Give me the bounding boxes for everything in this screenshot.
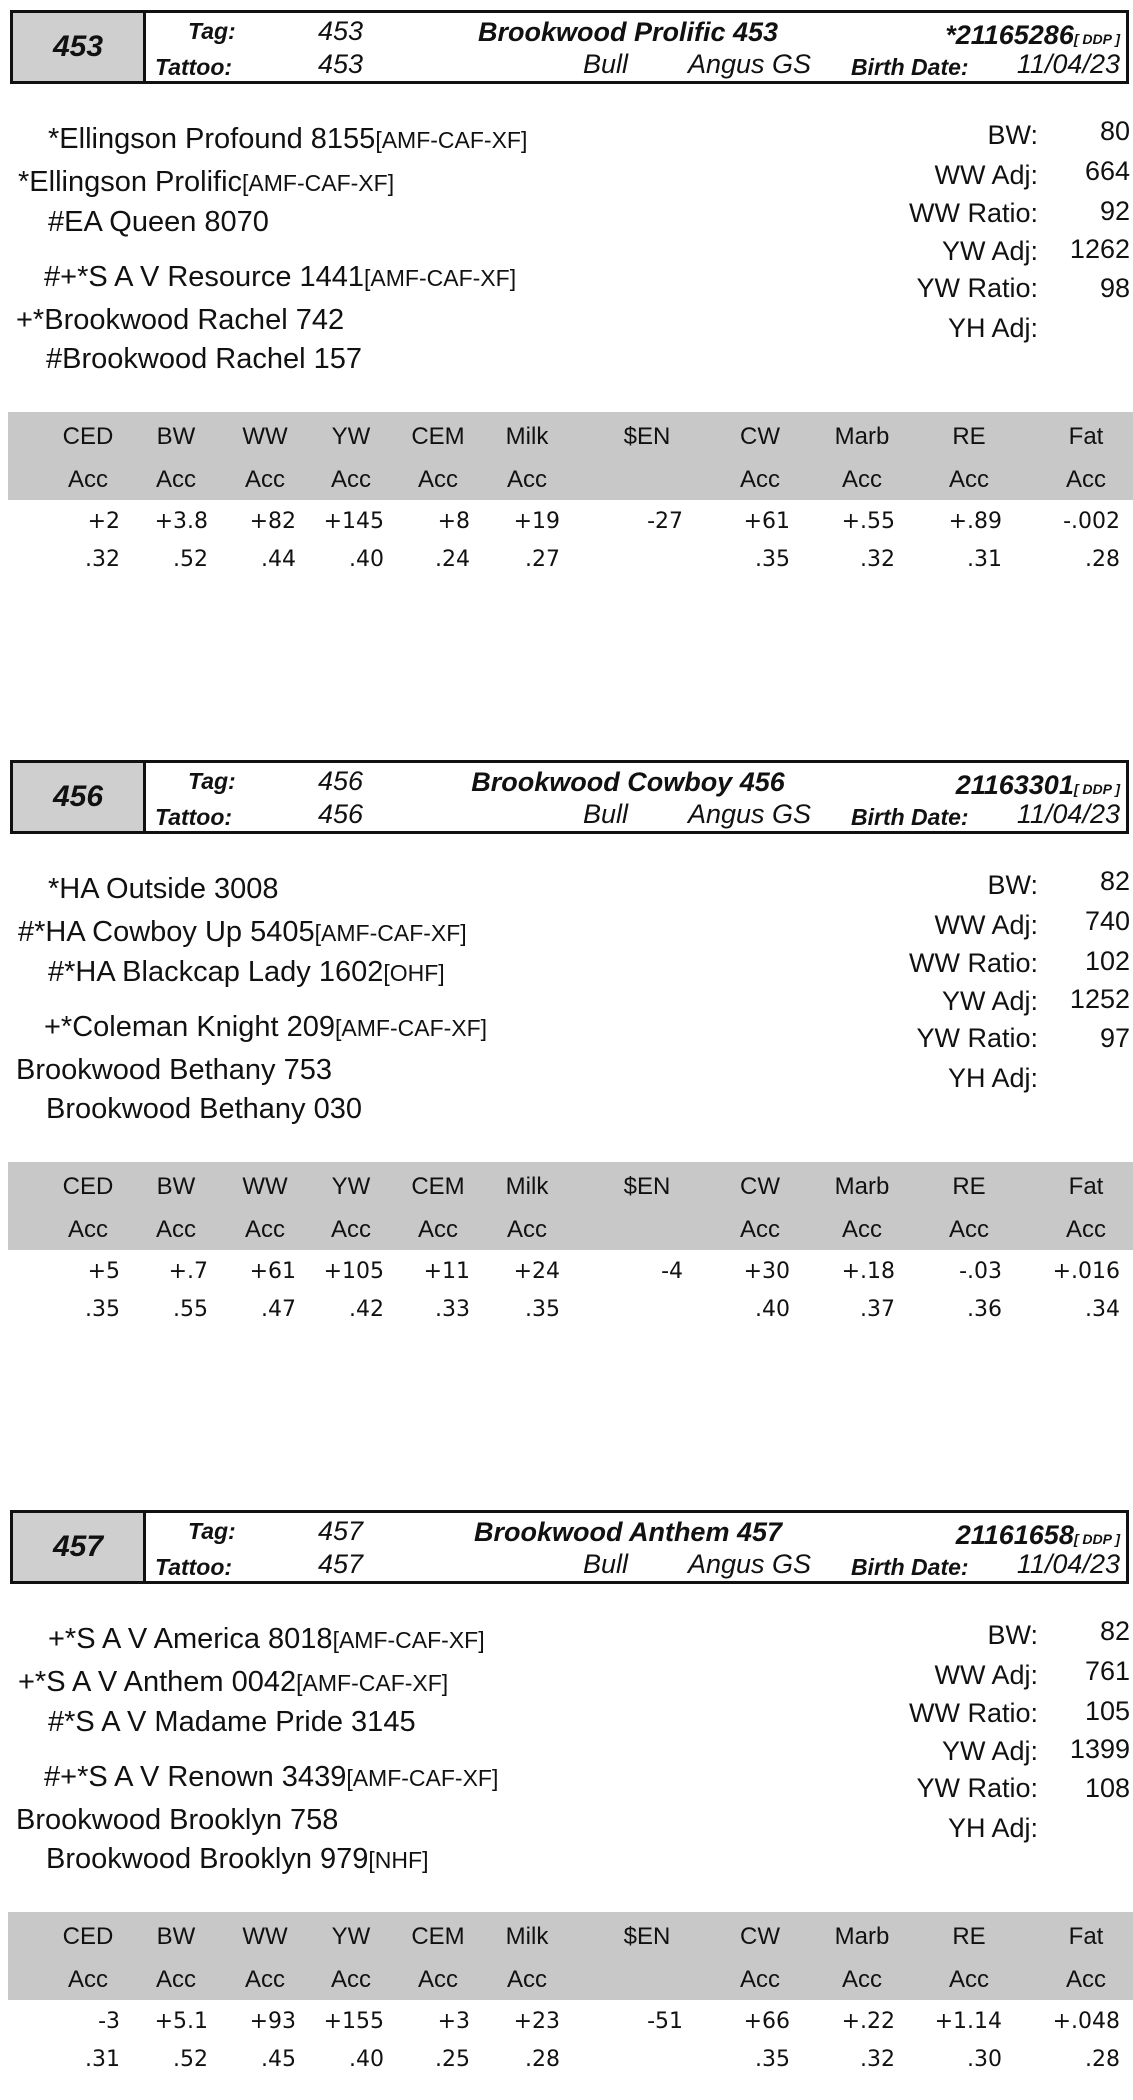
pedigree-tag: [AMF-CAF-XF]: [364, 265, 517, 291]
acc-header: Acc: [330, 1216, 371, 1243]
acc-header: Acc: [948, 1216, 989, 1243]
acc-header: Acc: [330, 1966, 371, 1993]
acc-value: .28: [525, 2047, 560, 2072]
acc-header: Acc: [841, 466, 882, 493]
perf-label: WW Adj:: [934, 160, 1038, 190]
epd-header: Fat: [1068, 1923, 1104, 1950]
pedigree-tag: [AMF-CAF-XF]: [314, 920, 467, 946]
epd-value: +145: [323, 509, 384, 534]
pedigree-name: Brookwood Brooklyn 979: [46, 1843, 369, 1875]
pedigree-line: [44, 263, 516, 292]
acc-value: .52: [173, 2047, 208, 2072]
epd-value: +.016: [1052, 1259, 1120, 1284]
registration: [956, 1522, 1120, 1549]
acc-value: .36: [967, 1297, 1002, 1322]
sex: Bull: [583, 49, 629, 79]
epd-value: +.18: [841, 1259, 895, 1284]
pedigree-name: +*Brookwood Rachel 742: [16, 304, 345, 336]
acc-value: .34: [1085, 1297, 1120, 1322]
acc-header: Acc: [155, 1216, 196, 1243]
epd-value: +5: [87, 1259, 120, 1284]
breed: Angus GS: [688, 49, 812, 79]
acc-header: Acc: [841, 1966, 882, 1993]
lot-header: [10, 10, 1129, 84]
tag-label: Tag:: [188, 18, 236, 44]
perf-label: YW Ratio:: [916, 1023, 1038, 1053]
pedigree-name: #+*S A V Resource 1441: [44, 261, 365, 293]
epd-value: -51: [647, 2009, 683, 2034]
epd-value: +155: [323, 2009, 384, 2034]
acc-value: .32: [85, 547, 120, 572]
birth-date-label: Birth Date:: [851, 1554, 969, 1580]
epd-header: $EN: [623, 1923, 671, 1950]
epd-header: RE: [952, 423, 986, 450]
epd-value: +93: [249, 2009, 296, 2034]
acc-value: .28: [1085, 547, 1120, 572]
epd-value: +61: [743, 509, 790, 534]
perf-label: BW:: [987, 1620, 1038, 1650]
acc-header: Acc: [739, 466, 780, 493]
pedigree-name: +*S A V Anthem 0042: [18, 1666, 297, 1698]
epd-value: +24: [513, 1259, 560, 1284]
pedigree-line: [44, 1013, 487, 1042]
pedigree-line: [48, 125, 527, 154]
perf-value: 98: [1099, 273, 1130, 303]
pedigree-line: [16, 1056, 332, 1085]
acc-value: .44: [261, 547, 296, 572]
acc-value: .52: [173, 547, 208, 572]
epd-value: -27: [647, 509, 683, 534]
perf-value: 1262: [1069, 234, 1130, 264]
pedigree-name: Brookwood Brooklyn 758: [16, 1804, 339, 1836]
pedigree-name: #Brookwood Rachel 157: [46, 343, 362, 375]
epd-header: $EN: [623, 1173, 671, 1200]
epd-value: +3: [437, 2009, 470, 2034]
epd-value: +1.14: [934, 2009, 1002, 2034]
acc-value: .40: [755, 1297, 790, 1322]
pedigree-line: [48, 958, 445, 987]
epd-value: +19: [513, 509, 560, 534]
lot-number: 453: [13, 13, 146, 81]
perf-value: 108: [1084, 1773, 1130, 1803]
registration-suffix: [ DDP ]: [1073, 1531, 1120, 1547]
epd-value: -.002: [1063, 509, 1120, 534]
epd-value: +.22: [841, 2009, 895, 2034]
registration: [956, 772, 1120, 799]
pedigree-line: [18, 1668, 448, 1697]
perf-value: 761: [1084, 1656, 1130, 1686]
epd-header: YW: [331, 1173, 371, 1200]
epd-value: +23: [513, 2009, 560, 2034]
perf-label: WW Ratio:: [908, 198, 1038, 228]
pedigree-name: +*S A V America 8018: [48, 1623, 333, 1655]
epd-value: +8: [437, 509, 470, 534]
pedigree-tag: [AMF-CAF-XF]: [335, 1015, 488, 1041]
lot-number: 457: [13, 1513, 146, 1581]
perf-label: YW Adj:: [941, 1736, 1038, 1766]
perf-value: 82: [1099, 866, 1130, 896]
tag-label: Tag:: [188, 1518, 236, 1544]
epd-header: Marb: [834, 1173, 890, 1200]
pedigree-name: Brookwood Bethany 753: [16, 1054, 332, 1086]
pedigree-line: [16, 306, 344, 335]
acc-header: Acc: [155, 466, 196, 493]
acc-header: Acc: [506, 1216, 547, 1243]
acc-header: Acc: [506, 466, 547, 493]
tattoo-value: 456: [318, 799, 364, 829]
registration-number: 21163301: [955, 770, 1074, 800]
perf-value: 92: [1099, 196, 1130, 226]
acc-value: .25: [435, 2047, 470, 2072]
acc-value: .30: [967, 2047, 1002, 2072]
animal-name: Brookwood Anthem 457: [473, 1517, 783, 1547]
epd-header: WW: [242, 423, 288, 450]
epd-header: CED: [62, 1923, 114, 1950]
pedigree-line: [46, 1845, 428, 1874]
pedigree-tag: [NHF]: [368, 1847, 429, 1873]
pedigree-tag: [AMF-CAF-XF]: [346, 1765, 499, 1791]
epd-value: +82: [249, 509, 296, 534]
tag-value: 457: [318, 1516, 364, 1546]
pedigree-name: #+*S A V Renown 3439: [44, 1761, 347, 1793]
registration-number: *21165286: [945, 20, 1074, 50]
acc-value: .28: [1085, 2047, 1120, 2072]
tag-value: 453: [318, 16, 364, 46]
epd-value: +.89: [948, 509, 1002, 534]
epd-header: Milk: [505, 1923, 549, 1950]
epd-header: Marb: [834, 1923, 890, 1950]
perf-value: 80: [1099, 116, 1130, 146]
perf-label: WW Ratio:: [908, 1698, 1038, 1728]
epd-value: -.03: [959, 1259, 1002, 1284]
perf-value: 1399: [1069, 1734, 1130, 1764]
perf-label: YW Adj:: [941, 236, 1038, 266]
perf-label: WW Adj:: [934, 1660, 1038, 1690]
animal-name: Brookwood Cowboy 456: [471, 767, 785, 797]
acc-value: .32: [860, 2047, 895, 2072]
epd-value: +11: [423, 1259, 470, 1284]
pedigree-name: *Ellingson Profound 8155: [48, 123, 376, 155]
perf-value: 664: [1084, 156, 1130, 186]
epd-header: RE: [952, 1173, 986, 1200]
pedigree-line: [18, 168, 394, 197]
epd-value: +.048: [1052, 2009, 1120, 2034]
acc-header: Acc: [739, 1966, 780, 1993]
epd-header: WW: [242, 1173, 288, 1200]
acc-header: Acc: [67, 1216, 108, 1243]
epd-value: +.55: [841, 509, 895, 534]
perf-label: YH Adj:: [947, 1813, 1038, 1843]
lot-card: [0, 750, 1133, 1350]
acc-value: .37: [860, 1297, 895, 1322]
pedigree-line: [46, 1095, 362, 1124]
pedigree-name: +*Coleman Knight 209: [44, 1011, 336, 1043]
birth-date-label: Birth Date:: [851, 54, 969, 80]
perf-label: YH Adj:: [947, 1063, 1038, 1093]
acc-value: .35: [85, 1297, 120, 1322]
pedigree-tag: [AMF-CAF-XF]: [296, 1670, 449, 1696]
epd-header: BW: [156, 1173, 196, 1200]
epd-header: WW: [242, 1923, 288, 1950]
lot-card: [0, 0, 1133, 600]
acc-header: Acc: [244, 1216, 285, 1243]
epd-header: CW: [740, 423, 780, 450]
tag-value: 456: [318, 766, 364, 796]
acc-header: Acc: [417, 466, 458, 493]
pedigree-tag: [AMF-CAF-XF]: [375, 127, 528, 153]
birth-date-label: Birth Date:: [851, 804, 969, 830]
acc-header: Acc: [417, 1216, 458, 1243]
epd-value: +2: [87, 509, 120, 534]
acc-value: .31: [85, 2047, 120, 2072]
registration: [945, 22, 1120, 49]
pedigree-line: [18, 918, 467, 947]
perf-label: YH Adj:: [947, 313, 1038, 343]
acc-value: .40: [349, 2047, 384, 2072]
acc-value: .31: [967, 547, 1002, 572]
registration-suffix: [ DDP ]: [1073, 31, 1120, 47]
acc-header: Acc: [417, 1966, 458, 1993]
sex: Bull: [583, 799, 629, 829]
pedigree-name: #*HA Blackcap Lady 1602: [48, 956, 384, 988]
acc-value: .35: [755, 547, 790, 572]
acc-header: Acc: [1065, 1966, 1106, 1993]
acc-value: .32: [860, 547, 895, 572]
tattoo-label: Tattoo:: [155, 1554, 233, 1580]
acc-header: Acc: [841, 1216, 882, 1243]
epd-header: BW: [156, 423, 196, 450]
epd-value: +.7: [168, 1259, 208, 1284]
epd-value: +30: [743, 1259, 790, 1284]
epd-header: YW: [331, 1923, 371, 1950]
epd-header: $EN: [623, 423, 671, 450]
acc-header: Acc: [67, 1966, 108, 1993]
tattoo-value: 453: [318, 49, 364, 79]
acc-header: Acc: [948, 466, 989, 493]
lot-number: 456: [13, 763, 146, 831]
perf-value: 102: [1084, 946, 1130, 976]
birth-date-value: 11/04/23: [1016, 799, 1120, 829]
acc-value: .40: [349, 547, 384, 572]
epd-value: +5.1: [154, 2009, 208, 2034]
breed: Angus GS: [688, 799, 812, 829]
epd-header: BW: [156, 1923, 196, 1950]
epd-header: Milk: [505, 1173, 549, 1200]
registration-number: 21161658: [955, 1520, 1074, 1550]
acc-value: .24: [435, 547, 470, 572]
pedigree-name: #*S A V Madame Pride 3145: [48, 1706, 416, 1738]
epd-header: Fat: [1068, 423, 1104, 450]
acc-header: Acc: [739, 1216, 780, 1243]
acc-value: .55: [173, 1297, 208, 1322]
sex: Bull: [583, 1549, 629, 1579]
acc-value: .45: [261, 2047, 296, 2072]
perf-value: 82: [1099, 1616, 1130, 1646]
acc-value: .35: [755, 2047, 790, 2072]
acc-header: Acc: [506, 1966, 547, 1993]
pedigree-name: *HA Outside 3008: [48, 873, 279, 905]
epd-header: YW: [331, 423, 371, 450]
acc-header: Acc: [244, 466, 285, 493]
pedigree-line: [46, 345, 362, 374]
perf-label: YW Adj:: [941, 986, 1038, 1016]
pedigree-tag: [AMF-CAF-XF]: [332, 1627, 485, 1653]
acc-value: .47: [261, 1297, 296, 1322]
acc-header: Acc: [1065, 466, 1106, 493]
acc-header: Acc: [67, 466, 108, 493]
epd-header: CED: [62, 1173, 114, 1200]
tattoo-value: 457: [318, 1549, 364, 1579]
tag-label: Tag:: [188, 768, 236, 794]
birth-date-value: 11/04/23: [1016, 1549, 1120, 1579]
epd-value: +105: [323, 1259, 384, 1284]
acc-value: .35: [525, 1297, 560, 1322]
epd-header: Fat: [1068, 1173, 1104, 1200]
acc-value: .42: [349, 1297, 384, 1322]
pedigree-line: [48, 208, 269, 237]
epd-header: CED: [62, 423, 114, 450]
epd-header: Milk: [505, 423, 549, 450]
acc-header: Acc: [244, 1966, 285, 1993]
epd-header: Marb: [834, 423, 890, 450]
pedigree-name: #EA Queen 8070: [48, 206, 269, 238]
perf-label: YW Ratio:: [916, 1773, 1038, 1803]
pedigree-name: #*HA Cowboy Up 5405: [18, 916, 315, 948]
epd-header: CEM: [411, 423, 465, 450]
epd-value: +61: [249, 1259, 296, 1284]
tattoo-label: Tattoo:: [155, 54, 233, 80]
tattoo-label: Tattoo:: [155, 804, 233, 830]
acc-value: .27: [525, 547, 560, 572]
pedigree-line: [44, 1763, 498, 1792]
pedigree-line: [16, 1806, 338, 1835]
breed: Angus GS: [688, 1549, 812, 1579]
epd-value: -3: [98, 2009, 120, 2034]
perf-value: 740: [1084, 906, 1130, 936]
perf-label: YW Ratio:: [916, 273, 1038, 303]
perf-value: 97: [1099, 1023, 1130, 1053]
epd-value: -4: [661, 1259, 683, 1284]
perf-value: 105: [1084, 1696, 1130, 1726]
perf-label: WW Adj:: [934, 910, 1038, 940]
acc-header: Acc: [1065, 1216, 1106, 1243]
lot-header: [10, 1510, 1129, 1584]
epd-header: RE: [952, 1923, 986, 1950]
epd-value: +3.8: [154, 509, 208, 534]
lot-header: [10, 760, 1129, 834]
lot-card: [0, 1500, 1133, 2100]
pedigree-tag: [OHF]: [383, 960, 445, 986]
birth-date-value: 11/04/23: [1016, 49, 1120, 79]
pedigree-line: [48, 1708, 416, 1737]
acc-header: Acc: [155, 1966, 196, 1993]
animal-name: Brookwood Prolific 453: [477, 17, 779, 47]
epd-header: CW: [740, 1923, 780, 1950]
acc-header: Acc: [948, 1966, 989, 1993]
epd-value: +66: [743, 2009, 790, 2034]
acc-value: .33: [435, 1297, 470, 1322]
pedigree-name: Brookwood Bethany 030: [46, 1093, 362, 1125]
pedigree-name: *Ellingson Prolific: [18, 166, 243, 198]
pedigree-line: [48, 875, 279, 904]
perf-label: BW:: [987, 120, 1038, 150]
perf-label: BW:: [987, 870, 1038, 900]
acc-header: Acc: [330, 466, 371, 493]
pedigree-tag: [AMF-CAF-XF]: [242, 170, 395, 196]
registration-suffix: [ DDP ]: [1073, 781, 1120, 797]
perf-label: WW Ratio:: [908, 948, 1038, 978]
epd-header: CEM: [411, 1923, 465, 1950]
pedigree-line: [48, 1625, 485, 1654]
epd-header: CW: [740, 1173, 780, 1200]
epd-header: CEM: [411, 1173, 465, 1200]
perf-value: 1252: [1069, 984, 1130, 1014]
